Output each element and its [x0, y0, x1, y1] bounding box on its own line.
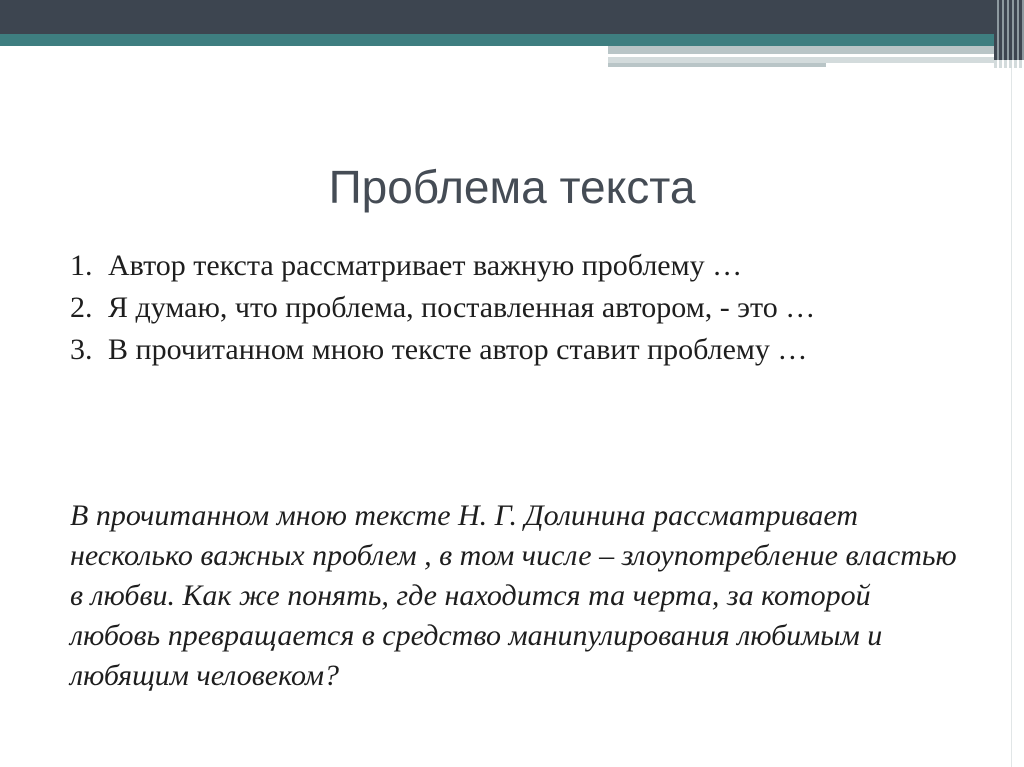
header-stripes-light [994, 60, 1024, 68]
slide-title: Проблема текста [328, 161, 696, 213]
list-item-number: 1. [70, 249, 93, 282]
list-item [70, 245, 970, 287]
phrase-list [70, 245, 970, 371]
list-item-text: Автор текста рассматривает важную проблему … [108, 249, 743, 282]
list-item [70, 287, 970, 329]
list-item [70, 329, 970, 371]
header-bar-grey-short [608, 63, 826, 67]
example-paragraph: В прочитанном мною тексте Н. Г. Долинина рассматривает несколько важных проблем , в том числе – злоупотребление властью в любви. Как же понять, где находится та черта, за которой любовь превращается в средство манипулирования любимым и любящим человеком? [70, 499, 957, 692]
list-item-number: 3. [70, 333, 93, 366]
header-stripes [994, 0, 1024, 60]
list-item-text: Я думаю, что проблема, поставленная автором, - это … [108, 291, 816, 324]
header-bar-teal [0, 34, 1024, 46]
header-bar-dark [0, 0, 1024, 34]
list-item-text: В прочитанном мною тексте автор ставит проблему … [108, 333, 808, 366]
list-item-number: 2. [70, 291, 93, 324]
header-bar-grey [608, 46, 1008, 54]
